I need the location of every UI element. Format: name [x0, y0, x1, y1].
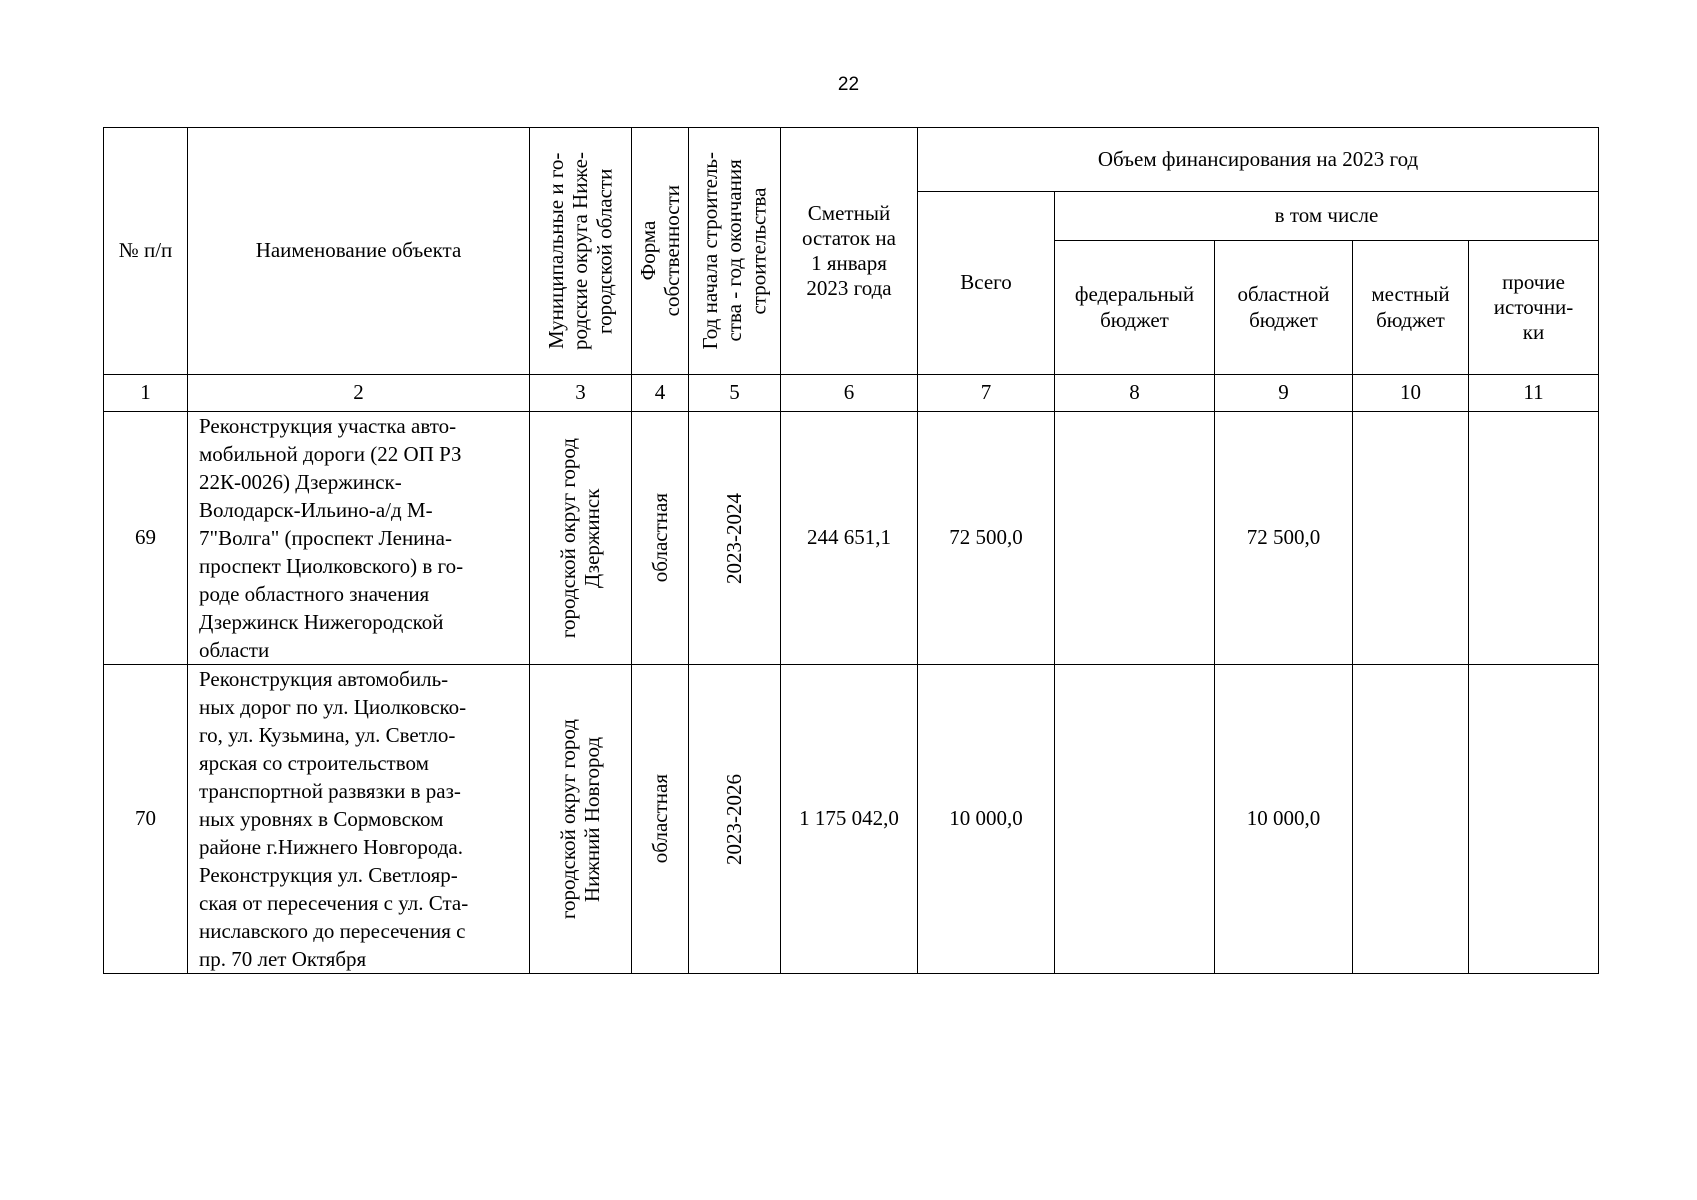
row-ownership: областная: [632, 665, 689, 974]
row-total: 10 000,0: [918, 665, 1055, 974]
header-local: местный бюджет: [1353, 241, 1469, 375]
col-number: 2: [188, 375, 530, 412]
header-funding: Объем финансирования на 2023 год: [918, 128, 1599, 192]
col-number: 11: [1469, 375, 1599, 412]
col-number: 10: [1353, 375, 1469, 412]
header-federal: федеральный бюджет: [1055, 241, 1215, 375]
table-row: [104, 412, 1599, 665]
row-regional: 10 000,0: [1215, 665, 1353, 974]
col-number: 8: [1055, 375, 1215, 412]
row-num: 70: [104, 665, 188, 974]
page-number: 22: [837, 74, 860, 95]
row-regional: 72 500,0: [1215, 412, 1353, 665]
row-name: Реконструкция участка авто- мобильной дороги (22 ОП РЗ 22К-0026) Дзержинск- Володарск-Ильино-а/д М- 7"Волга" (проспект Ленина- проспект Циолковского) в го- роде областного значения Дзержинск Нижегородской области: [188, 412, 530, 665]
row-balance: 244 651,1: [781, 412, 918, 665]
row-federal: [1055, 665, 1215, 974]
col-number: 9: [1215, 375, 1353, 412]
header-balance: Сметный остаток на 1 января 2023 года: [781, 128, 918, 375]
header-including: в том числе: [1055, 192, 1599, 241]
row-years: 2023-2024: [689, 412, 781, 665]
row-other: [1469, 412, 1599, 665]
col-number: 3: [530, 375, 632, 412]
row-years: 2023-2026: [689, 665, 781, 974]
header-ownership: Форма собственности: [632, 128, 689, 375]
column-numbers-row: [104, 375, 1599, 412]
row-municipal: городской округ город Дзержинск: [530, 412, 632, 665]
row-ownership: областная: [632, 412, 689, 665]
header-row-1: [104, 128, 1599, 192]
row-total: 72 500,0: [918, 412, 1055, 665]
header-municipal: Муниципальные и го- родские округа Ниже- городской области: [530, 128, 632, 375]
header-other: прочие источни- ки: [1469, 241, 1599, 375]
col-number: 4: [632, 375, 689, 412]
row-municipal: городской округ город Нижний Новгород: [530, 665, 632, 974]
col-number: 6: [781, 375, 918, 412]
row-local: [1353, 412, 1469, 665]
header-regional: областной бюджет: [1215, 241, 1353, 375]
col-number: 5: [689, 375, 781, 412]
financing-table: [103, 127, 1599, 974]
row-num: 69: [104, 412, 188, 665]
row-other: [1469, 665, 1599, 974]
header-total: Всего: [918, 192, 1055, 375]
row-name: Реконструкция автомобиль- ных дорог по ул. Циолковско- го, ул. Кузьмина, ул. Светло- ярская со строительством транспортной развязки в раз- ных уровнях в Сормовском районе г.Нижнего Новгорода. Реконструкция ул. Светлояр- ская от пересечения с ул. Ста- ниславского до пересечения с пр. 70 лет Октября: [188, 665, 530, 974]
row-local: [1353, 665, 1469, 974]
header-num: № п/п: [104, 128, 188, 375]
table-row: [104, 665, 1599, 974]
header-years: Год начала строитель- ства - год окончания строительства: [689, 128, 781, 375]
col-number: 1: [104, 375, 188, 412]
row-balance: 1 175 042,0: [781, 665, 918, 974]
row-federal: [1055, 412, 1215, 665]
col-number: 7: [918, 375, 1055, 412]
header-name: Наименование объекта: [188, 128, 530, 375]
